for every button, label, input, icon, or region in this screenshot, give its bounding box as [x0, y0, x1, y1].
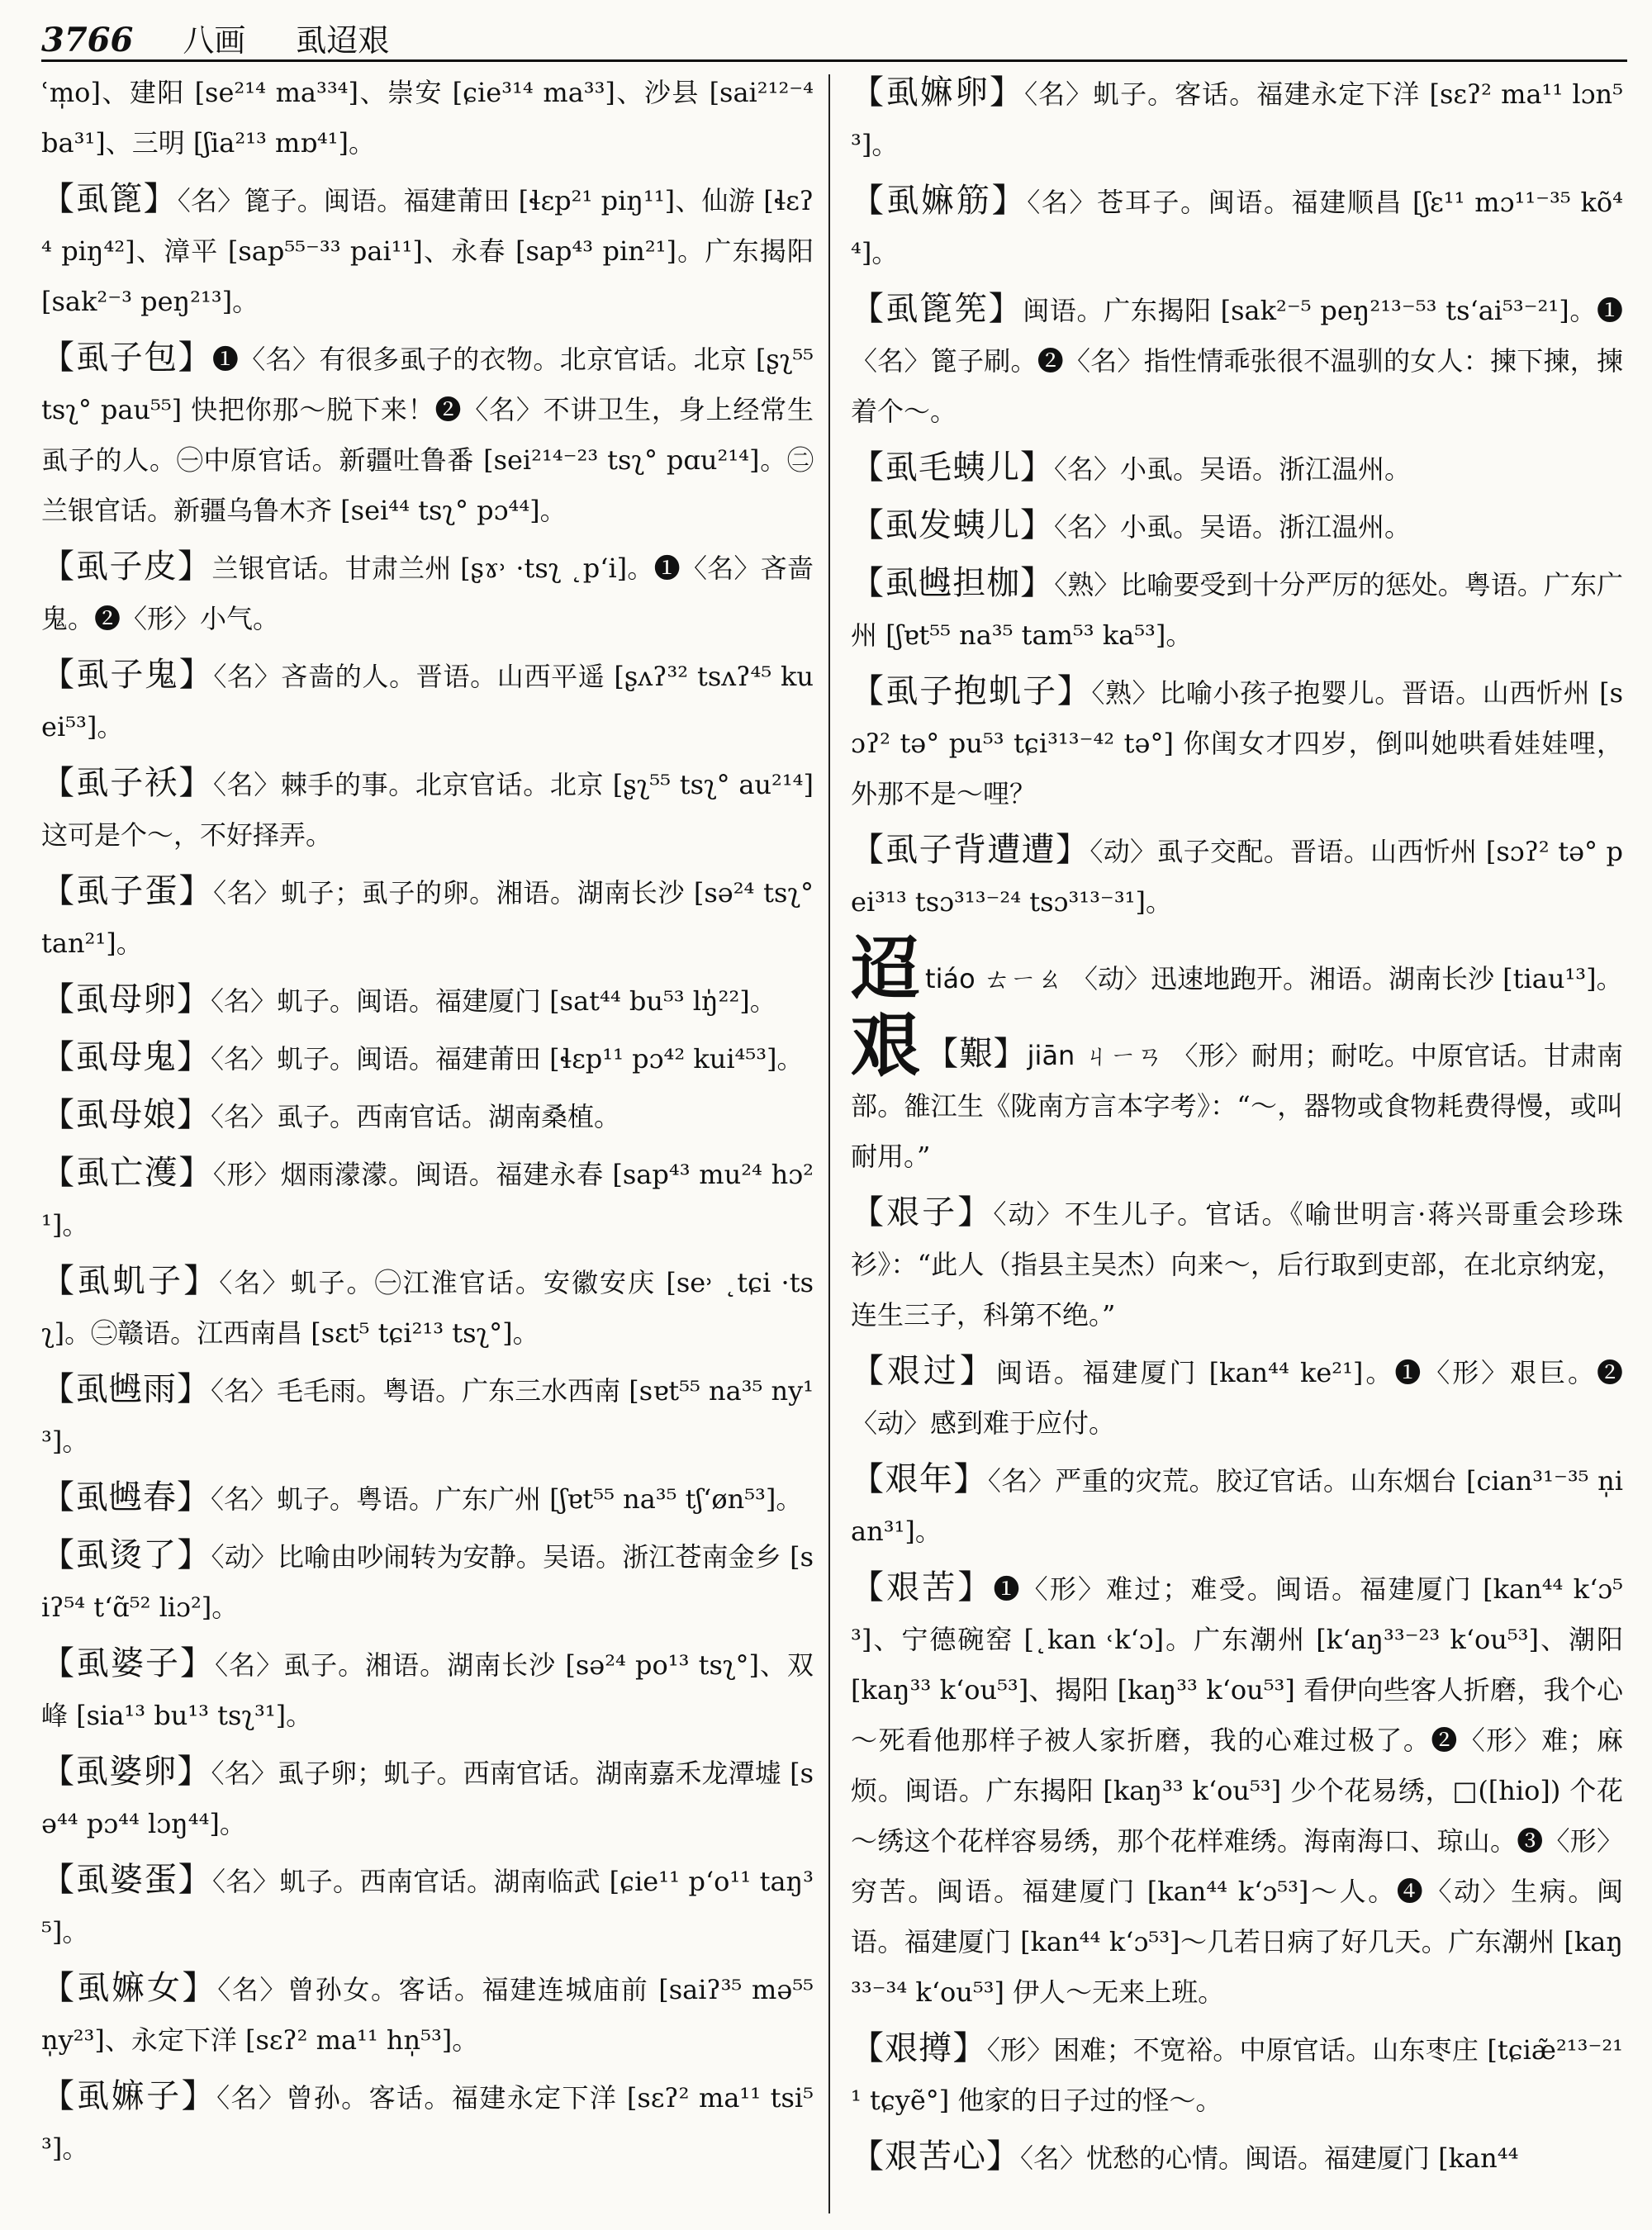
- entry-text: 〈名〉虮子。客话。福建永定下洋 [sɛʔ² ma¹¹ lɔn⁵³]。: [851, 78, 1623, 160]
- entry-text: 〈动〉虱子交配。晋语。山西忻州 [sɔʔ² tə° pei³¹³ tsɔ³¹³⁻²⁴ tsɔ³¹³⁻³¹]。: [851, 836, 1623, 918]
- entry: [851, 2132, 1623, 2184]
- entry: [41, 1963, 814, 2066]
- entry: [41, 866, 814, 969]
- headword: 【虱毛蛦儿】: [851, 448, 1054, 486]
- headword: 【艰撙】: [851, 2029, 987, 2067]
- entry: [851, 443, 1623, 495]
- entry-text: 〈熟〉比喻小孩子抱婴儿。晋语。山西忻州 [sɔʔ² tə° pu⁵³ tɕi³¹³⁻⁴² tə°] 你闺女才四岁，倒叫她哄看娃娃哩，外那不是～哩？: [851, 677, 1623, 809]
- entry-text: 〈名〉虮子。西南官话。湖南临武 [ɕie¹¹ pʻo¹¹ taŋ³⁵]。: [41, 1866, 814, 1948]
- headword: 【虱子鬼】: [41, 656, 214, 694]
- headword: 【虱母娘】: [41, 1096, 211, 1134]
- headword: 【艰苦心】: [851, 2137, 1020, 2175]
- entry: [41, 174, 814, 327]
- page-header: [41, 15, 1627, 64]
- entry: [41, 1639, 814, 1741]
- entry: [851, 2024, 1623, 2126]
- entry: [41, 1032, 814, 1084]
- entry: [851, 1563, 1623, 2018]
- pinyin: tiáo ㄊㄧㄠ: [925, 963, 1063, 994]
- headword: 【虱嫲卵】: [851, 74, 1025, 112]
- entry-text: 〈名〉篦子。闽语。福建莆田 [ɬɛp²¹ piŋ¹¹]、仙游 [ɬɛʔ⁴ piŋ⁴²]、漳平 [sap⁵⁵⁻³³ pai¹¹]、永春 [sap⁴³ pin²¹]。广东揭阳 [sak²⁻³ peŋ²¹³]。: [41, 185, 814, 317]
- entry: [851, 1188, 1623, 1340]
- headword: 【艰过】: [851, 1352, 996, 1390]
- entry: [851, 176, 1623, 278]
- entry: [41, 1855, 814, 1957]
- header-rule: [41, 59, 1627, 62]
- entry: [851, 501, 1623, 553]
- headword: 【艰年】: [851, 1460, 988, 1498]
- entry: [41, 1256, 814, 1359]
- headword: 【虱婆卵】: [41, 1753, 211, 1791]
- entry: [41, 1364, 814, 1467]
- head-character: 艰: [851, 1004, 921, 1086]
- entry-text: 〈名〉小虱。吴语。浙江温州。: [1054, 453, 1412, 485]
- head-character: 迢: [851, 928, 921, 1009]
- entry: [41, 1090, 814, 1142]
- headword: 【虱烫了】: [41, 1536, 211, 1574]
- entry-text: 闽语。广东揭阳 [sak²⁻⁵ peŋ²¹³⁻⁵³ tsʻai⁵³⁻²¹]。❶〈名〉篦子刷。❷〈名〉指性情乖张很不温驯的女人：揀下揀，揀着个～。: [851, 295, 1623, 427]
- character-entry: [851, 1004, 1624, 1182]
- section-label: 八画: [183, 22, 246, 59]
- entry-text: 〈形〉烟雨濛濛。闽语。福建永春 [sap⁴³ mu²⁴ hɔ²¹]。: [41, 1159, 814, 1241]
- headword: 【虱母鬼】: [41, 1038, 211, 1076]
- headword: 【虱亡濩】: [41, 1154, 213, 1192]
- entry-text: 〈熟〉比喻要受到十分严厉的惩处。粤语。广东广州 [ʃɐt⁵⁵ na³⁵ tam⁵³ ka⁵³]。: [851, 569, 1623, 651]
- entry-text: 〈名〉虮子。闽语。福建厦门 [sat⁴⁴ bu⁵³ lŋ̍²²]。: [211, 985, 776, 1017]
- entry-text: 〈名〉虱子卵；虮子。西南官话。湖南嘉禾龙潭墟 [sə⁴⁴ pɔ⁴⁴ lɔŋ⁴⁴]。: [41, 1758, 814, 1839]
- headword: 【虱虮子】: [41, 1262, 220, 1300]
- entry: [41, 758, 814, 861]
- entry-text: 〈名〉曾孙女。客话。福建连城庙前 [saiʔ³⁵ mə⁵⁵ n̩y²³]、永定下洋 [sɛʔ² ma¹¹ hn̩⁵³]。: [41, 1974, 814, 2056]
- entry-text: 〈名〉棘手的事。北京官话。北京 [ʂʅ⁵⁵ tsʅ° au²¹⁴] 这可是个～，不好择弄。: [41, 769, 814, 851]
- entry-text: 〈名〉严重的灾荒。胶辽官话。山东烟台 [cian³¹⁻³⁵ n̩ian³¹]。: [851, 1465, 1623, 1547]
- headword: 【艰子】: [851, 1193, 994, 1231]
- entry: [41, 1473, 814, 1525]
- right-column: [851, 68, 1623, 2190]
- entry-text: 〈名〉小虱。吴语。浙江温州。: [1054, 511, 1412, 543]
- headword: 【艰苦】: [851, 1568, 994, 1606]
- entry-text: 〈名〉虱子。湘语。湖南长沙 [sə²⁴ po¹³ tsʅ°]、双峰 [sia¹³ bu¹³ tsʅ³¹]。: [41, 1649, 814, 1731]
- entry-text: 〈名〉苍耳子。闽语。福建顺昌 [ʃɛ¹¹ mɔ¹¹⁻³⁵ kõ⁴⁴]。: [851, 187, 1623, 268]
- entry-text: 〈名〉忧愁的心情。闽语。福建厦门 [kan⁴⁴: [1020, 2142, 1519, 2174]
- traditional-form: 【艱】: [925, 1035, 1028, 1073]
- entry: [41, 1530, 814, 1633]
- headword: 【虱篦】: [41, 180, 178, 218]
- entry-text: 〈名〉吝啬的人。晋语。山西平遥 [ʂʌʔ³² tsʌʔ⁴⁵ kuei⁵³]。: [41, 661, 814, 743]
- entry-text: 〈名〉虱子。西南官话。湖南桑植。: [211, 1101, 621, 1132]
- entry-text: ❶〈形〉难过；难受。闽语。福建厦门 [kan⁴⁴ kʻɔ⁵³]、宁德碗窑 [˛kan ˓kʻɔ]。广东潮州 [kʻaŋ³³⁻²³ kʻou⁵³]、潮阳 [kaŋ³³ kʻou⁵³]、揭阳 [kaŋ³³ kʻou⁵³] 看伊向些客人折磨，我个心～死看他那样子被人家折磨，我的心难过极了。❷〈形〉难；麻烦。闽语。广东揭阳 [kaŋ³³ kʻou⁵³] 少个花易绣，□([hio]) 个花～绣这个花样容易绣，那个花样难绣。海南海口、琼山。❸〈形〉穷苦。闽语。福建厦门 [kan⁴⁴ kʻɔ⁵³]～人。❹〈动〉生病。闽语。福建厦门 [kan⁴⁴ kʻɔ⁵³]～几若日病了好几天。广东潮州 [kaŋ³³⁻³⁴ kʻou⁵³] 伊人～无来上班。: [851, 1573, 1623, 2008]
- headword: 【虱乸春】: [41, 1478, 211, 1516]
- headword: 【虱乸雨】: [41, 1370, 211, 1408]
- left-column: [41, 68, 814, 2180]
- entry-text: 〈名〉毛毛雨。粤语。广东三水西南 [sɐt⁵⁵ na³⁵ ny¹³]。: [41, 1375, 814, 1457]
- page-number: 3766: [41, 21, 134, 59]
- header-characters: 虱迢艰: [295, 22, 390, 59]
- headword: 【虱婆蛋】: [41, 1861, 213, 1899]
- entry: [41, 1148, 814, 1250]
- headword: 【虱乸担枷】: [851, 564, 1055, 602]
- headword: 【虱子袄】: [41, 764, 214, 802]
- entry-text: 闽语。福建厦门 [kan⁴⁴ ke²¹]。❶〈形〉艰巨。❷〈动〉感到难于应付。: [851, 1357, 1623, 1439]
- headword: 【虱嫲筋】: [851, 182, 1028, 220]
- entry: [851, 558, 1623, 661]
- headword: 【虱子包】: [41, 339, 212, 377]
- entry: [41, 650, 814, 752]
- headword: 【虱嫲女】: [41, 1969, 218, 2007]
- entry-text: 〈形〉困难；不宽裕。中原官话。山东枣庄 [tɕiæ̃²¹³⁻²¹¹ tɕyẽ°] 他家的日子过的怪～。: [851, 2034, 1623, 2116]
- entry: [851, 825, 1623, 928]
- entry-text: 〈形〉耐用；耐吃。中原官话。甘肃南部。雒江生《陇南方言本字考》：“～，器物或食物耗费得慢，或叫耐用。”: [851, 1040, 1624, 1172]
- headword: 【虱子蛋】: [41, 872, 214, 910]
- entry-text: 〈名〉曾孙。客话。福建永定下洋 [sɛʔ² ma¹¹ tsi⁵³]。: [41, 2082, 814, 2164]
- headword: 【虱母卵】: [41, 980, 211, 1018]
- entry: [851, 1454, 1623, 1557]
- entry: [851, 68, 1623, 170]
- entry-text: 〈动〉迅速地跑开。湘语。湖南长沙 [tiau¹³]。: [1071, 963, 1623, 994]
- entry-text: 〈动〉比喻由吵闹转为安静。吴语。浙江苍南金乡 [siʔ⁵⁴ tʻɑ̃⁵² liɔ²]。: [41, 1541, 814, 1623]
- character-entry: [851, 928, 1623, 1009]
- headword: 【虱子皮】: [41, 548, 212, 586]
- entry: [41, 2071, 814, 2174]
- entry: [851, 1346, 1623, 1449]
- headword: 【虱发蛦儿】: [851, 506, 1054, 544]
- column-divider: [828, 74, 830, 2213]
- entry: [851, 284, 1623, 437]
- entry: [41, 333, 814, 536]
- entry: [41, 975, 814, 1027]
- entry-text: 〈名〉虮子。㊀江淮官话。安徽安庆 [se˒ ˛tɕi ·tsʅ]。㊁赣语。江西南昌 [sɛt⁵ tɕi²¹³ tsʅ°]。: [41, 1267, 814, 1349]
- entry-text: ❶〈名〉有很多虱子的衣物。北京官话。北京 [ʂʅ⁵⁵ tsʅ° pau⁵⁵] 快把你那～脱下来！❷〈名〉不讲卫生，身上经常生虱子的人。㊀中原官话。新疆吐鲁番 [sei²¹⁴⁻²³ tsʅ° pɑu²¹⁴]。㊁兰银官话。新疆乌鲁木齐 [sei⁴⁴ tsʅ° pɔ⁴⁴]。: [41, 344, 814, 526]
- entry: [41, 1747, 814, 1849]
- entry-continuation: ʿm̩o]、建阳 [se²¹⁴ ma³³⁴]、崇安 [ɕie³¹⁴ ma³³]、沙县 [sai²¹²⁻⁴ ba³¹]、三明 [ʃia²¹³ mɒ⁴¹]。: [41, 77, 814, 159]
- headword: 【虱嫲子】: [41, 2077, 217, 2115]
- headword: 【虱子背遭遭】: [851, 831, 1090, 869]
- headword: 【虱篦筅】: [851, 290, 1023, 328]
- entry: [851, 667, 1623, 819]
- entry: [41, 542, 814, 644]
- headword: 【虱子抱虮子】: [851, 672, 1092, 710]
- entry-text: 〈名〉虮子；虱子的卵。湘语。湖南长沙 [sə²⁴ tsʅ° tan²¹]。: [41, 877, 814, 959]
- entry-text: 〈名〉虮子。粤语。广东广州 [ʃɐt⁵⁵ na³⁵ tʃʻøn⁵³]。: [211, 1483, 803, 1515]
- pinyin: jiān ㄐㄧㄢ: [1027, 1040, 1164, 1071]
- entry-text: 〈名〉虮子。闽语。福建莆田 [ɬɛp¹¹ pɔ⁴² kui⁴⁵³]。: [211, 1043, 804, 1075]
- entry-text: 〈动〉不生儿子。官话。《喻世明言·蒋兴哥重会珍珠衫》：“此人（指县主吴杰）向来～，后行取到吏部，在北京纳宠，连生三子，科第不绝。”: [851, 1198, 1623, 1331]
- headword: 【虱婆子】: [41, 1644, 216, 1682]
- entry-text: 兰银官话。甘肃兰州 [ʂɤ˒ ·tsʅ ˛pʻi]。❶〈名〉吝啬鬼。❷〈形〉小气。: [41, 553, 814, 634]
